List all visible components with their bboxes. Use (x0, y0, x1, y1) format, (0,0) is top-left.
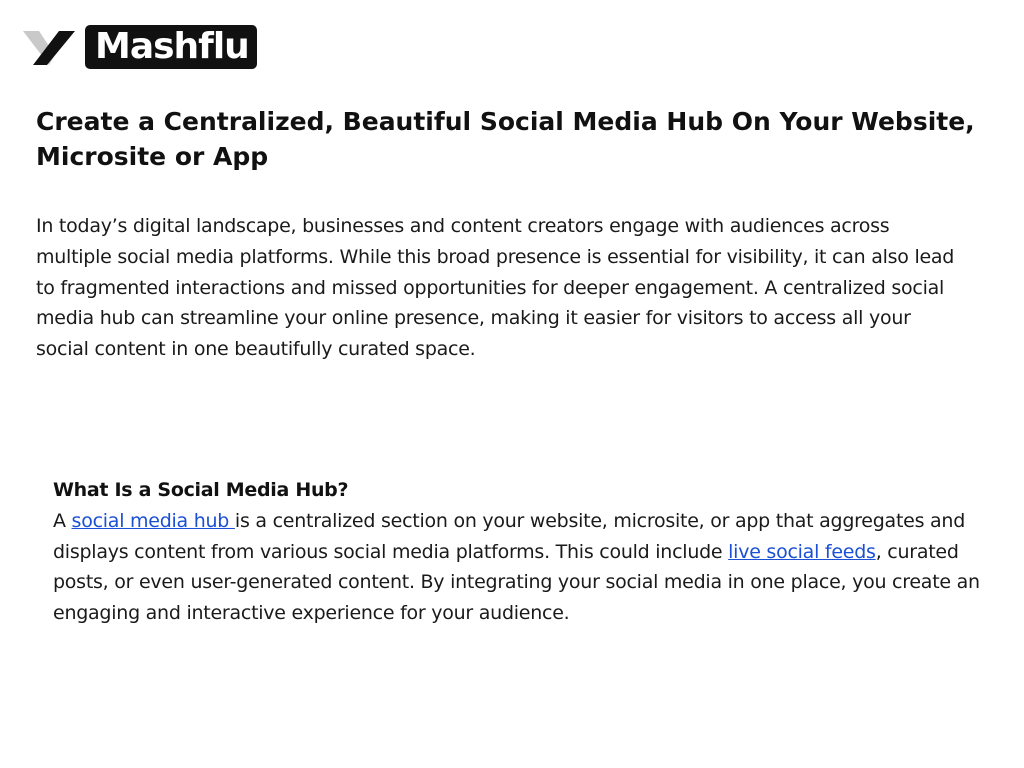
social-media-hub-section (53, 475, 983, 629)
live-social-feeds-link[interactable]: live social feeds (728, 540, 876, 563)
text-before-link-1: A (53, 509, 72, 532)
social-media-hub-link[interactable]: social media hub (71, 509, 235, 532)
brand-logo[interactable] (23, 25, 253, 69)
brand-name: Mashflu (95, 26, 249, 67)
text-after-link-2: , curated posts, or even user-generated content. By integrating your social media in one place, you create an engaging and interactive experience for your audience. (53, 540, 980, 625)
section-heading: What Is a Social Media Hub? (53, 479, 349, 501)
y-chevron-icon (23, 25, 75, 69)
intro-paragraph: In today’s digital landscape, businesses and content creators engage with audiences across multiple social media platforms. While this broad presence is essential for visibility, it can also lead to fragmented interactions and missed opportunities for deeper engagement. A centralized social media hub can streamline your online presence, making it easier for visitors to access all your social content in one beautifully curated space. (36, 215, 955, 361)
section-paragraph (53, 506, 983, 629)
logo-wordmark-box (85, 25, 257, 69)
page-title: Create a Centralized, Beautiful Social Media Hub On Your Website, Microsite or App (36, 107, 975, 171)
text-after-link-1: is a centralized section on your website, microsite, or app that aggregates and displays content from various social media platforms. This could include (53, 509, 966, 563)
